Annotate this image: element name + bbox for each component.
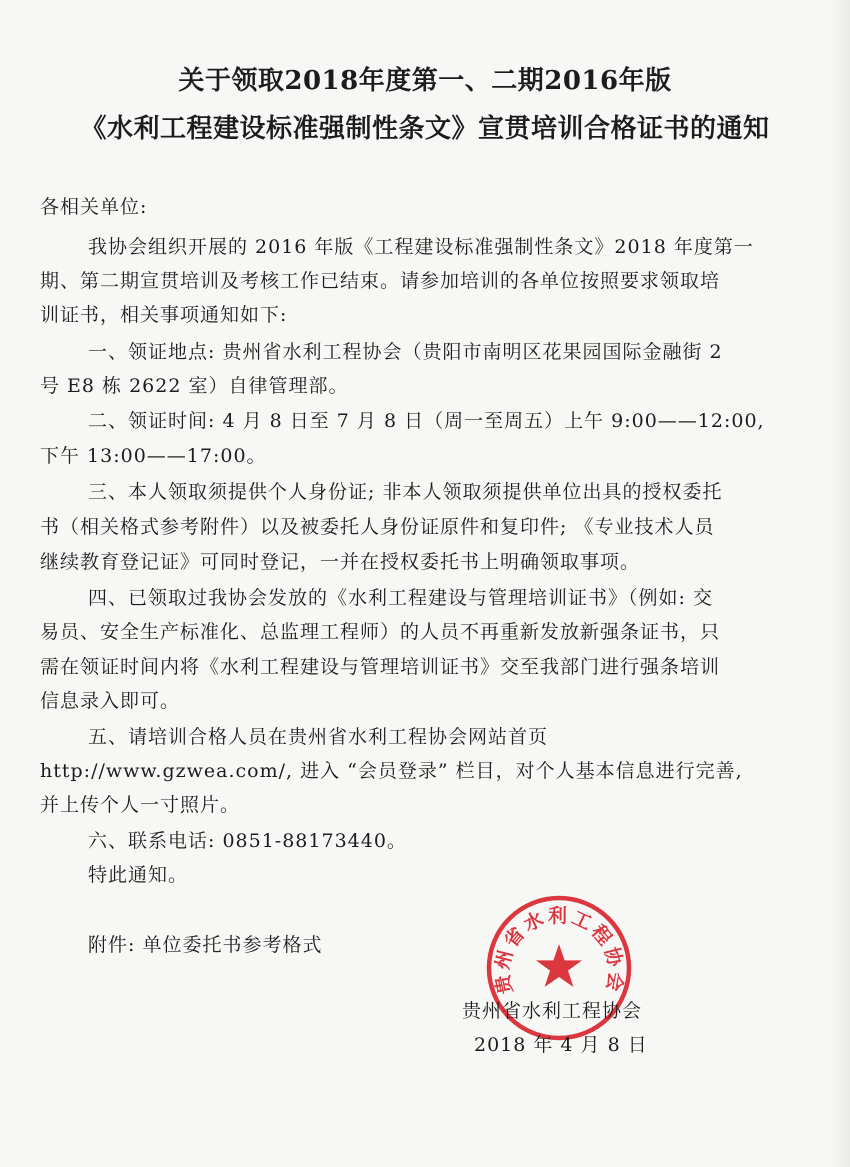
- contact-phone: 六、联系电话: 0851-88173440。: [88, 830, 407, 852]
- body-line: 继续教育登记证》可同时登记，一并在授权委托书上明确领取事项。: [40, 551, 641, 573]
- body-line: 易员、安全生产标准化、总监理工程师）的人员不再重新发放新强条证书，只: [40, 621, 721, 643]
- body-line: 五、请培训合格人员在贵州省水利工程协会网站首页: [88, 726, 549, 748]
- body-line: 一、领证地点: 贵州省水利工程协会（贵阳市南明区花果园国际金融街 2: [88, 341, 723, 363]
- closing-line: 特此通知。: [88, 864, 189, 886]
- scan-edge-shadow: [830, 0, 850, 1167]
- seal-text: 贵州省水利工程协会: [491, 905, 627, 996]
- body-line: 书（相关格式参考附件）以及被委托人身份证原件和复印件; 《专业技术人员: [40, 516, 715, 538]
- body-line: 需在领证时间内将《水利工程建设与管理培训证书》交至我部门进行强条培训: [40, 656, 721, 678]
- body-line: 并上传个人一寸照片。: [40, 794, 241, 816]
- seal-star-icon: [536, 944, 582, 987]
- body-line: 期、第二期宣贯培训及考核工作已结束。请参加培训的各单位按照要求领取培: [40, 270, 721, 292]
- attachment-line: 附件: 单位委托书参考格式: [88, 934, 323, 956]
- signature-organization: 贵州省水利工程协会: [462, 1000, 643, 1022]
- body-line: 下午 13:00——17:00。: [40, 445, 267, 467]
- website-line: http://www.gzwea.com/, 进入 “会员登录” 栏目，对个人基本信息进行完善,: [40, 760, 743, 782]
- body-line: 二、领证时间: 4 月 8 日至 7 月 8 日（周一至周五）上午 9:00——12:00,: [88, 410, 765, 432]
- notice-title-line2: 《水利工程建设标准强制性条文》宣贯培训合格证书的通知: [80, 114, 770, 144]
- body-line: 四、已领取过我协会发放的《水利工程建设与管理培训证书》（例如: 交: [88, 587, 713, 609]
- signature-date: 2018 年 4 月 8 日: [474, 1034, 648, 1056]
- salutation: 各相关单位:: [40, 196, 148, 218]
- body-line: 训证书，相关事项通知如下:: [40, 304, 288, 326]
- body-line: 号 E8 栋 2622 室）自律管理部。: [40, 375, 349, 397]
- notice-title-line1: 关于领取2018年度第一、二期2016年版: [178, 66, 672, 96]
- body-line: 信息录入即可。: [40, 690, 181, 712]
- body-line: 三、本人领取须提供个人身份证; 非本人领取须提供单位出具的授权委托: [88, 481, 723, 503]
- body-line: 我协会组织开展的 2016 年版《工程建设标准强制性条文》2018 年度第一: [88, 236, 754, 258]
